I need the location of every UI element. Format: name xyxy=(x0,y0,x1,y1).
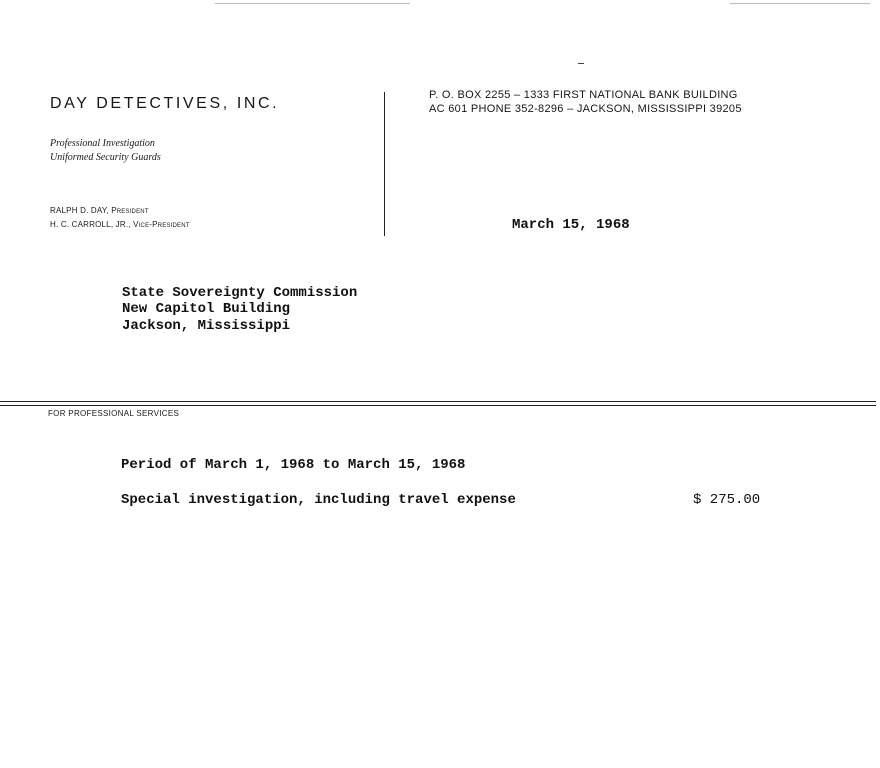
recipient-line: State Sovereignty Commission xyxy=(122,285,358,301)
recipient-line: Jackson, Mississippi xyxy=(122,318,291,334)
officer-name: H. C. CARROLL, JR., xyxy=(50,220,131,229)
officer-title: Vice-President xyxy=(133,220,190,229)
phone-line: AC 601 PHONE 352-8296 – JACKSON, MISSISSIPPI 39205 xyxy=(429,103,742,115)
section-heading: FOR PROFESSIONAL SERVICES xyxy=(48,409,180,418)
invoice-amount: $ 275.00 xyxy=(693,492,761,508)
tagline-investigation: Professional Investigation xyxy=(50,138,155,149)
officer-vice-president xyxy=(50,220,190,229)
scan-speck xyxy=(215,3,410,4)
officer-name: RALPH D. DAY, xyxy=(50,206,109,215)
service-description: Special investigation, including travel expense xyxy=(121,492,516,508)
scan-speck xyxy=(578,63,584,64)
tagline-security-guards: Uniformed Security Guards xyxy=(50,152,161,163)
section-rule xyxy=(0,401,876,402)
section-rule xyxy=(0,405,876,406)
company-name: DAY DETECTIVES, INC. xyxy=(50,95,280,112)
letter-date: March 15, 1968 xyxy=(512,217,630,233)
recipient-line: New Capitol Building xyxy=(122,301,291,317)
officer-title: President xyxy=(111,206,149,215)
officer-president xyxy=(50,206,149,215)
address-line: P. O. BOX 2255 – 1333 FIRST NATIONAL BANK BUILDING xyxy=(429,89,738,101)
scan-speck xyxy=(730,3,870,4)
billing-period: Period of March 1, 1968 to March 15, 1968 xyxy=(121,457,466,473)
letterhead-divider xyxy=(384,92,385,236)
